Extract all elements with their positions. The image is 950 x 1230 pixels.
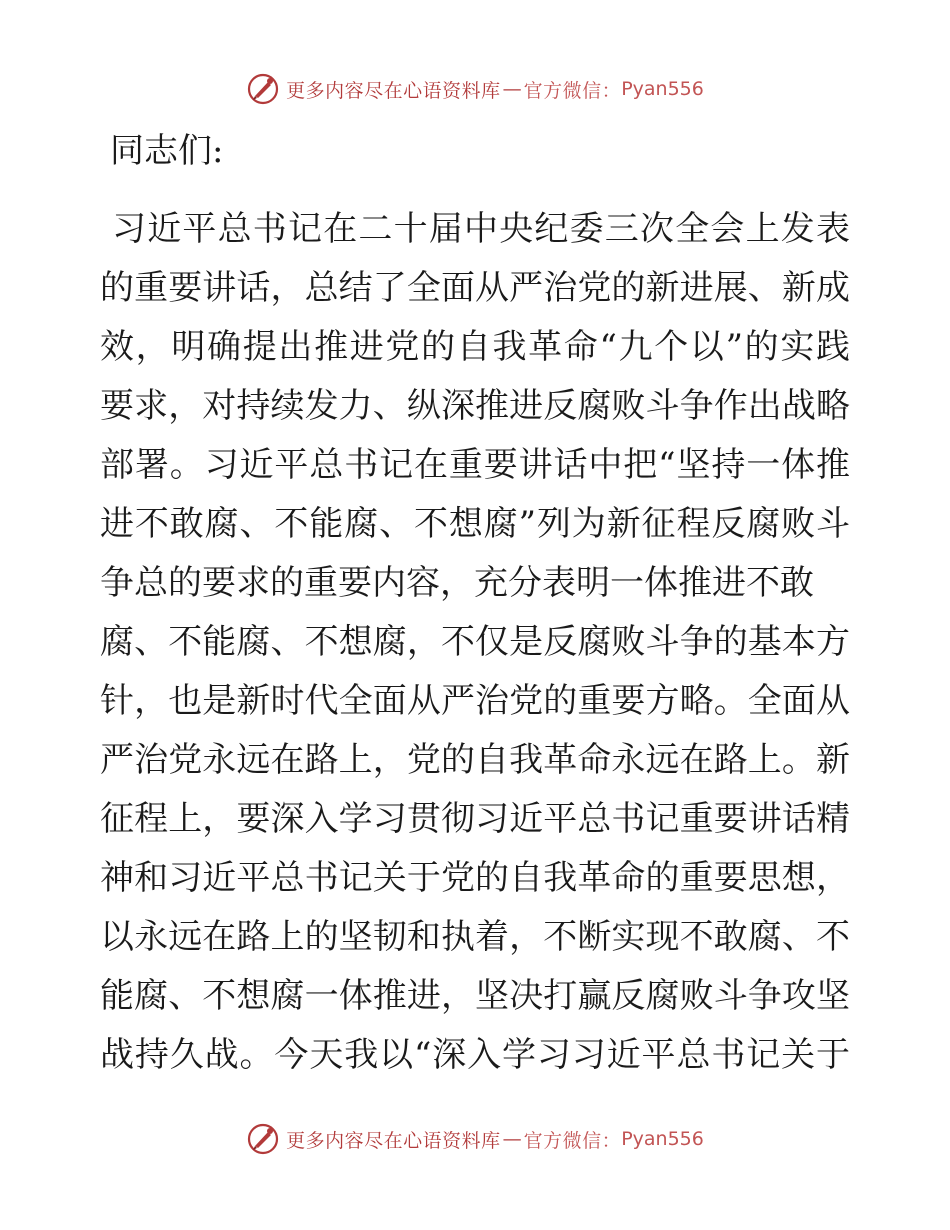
text-line: 进不敢腐、不能腐、不想腐”列为新征程反腐败斗 — [100, 504, 850, 544]
text-line: 神和习近平总书记关于党的自我革命的重要思想， — [100, 858, 850, 898]
text-line: 效，明确提出推进党的自我革命“九个以”的实践 — [100, 327, 850, 367]
text-line: 严治党永远在路上，党的自我革命永远在路上。新 — [100, 740, 850, 780]
watermark-separator: — — [502, 1128, 522, 1150]
text-line: 战持久战。今天我以“深入学习习近平总书记关于 — [100, 1035, 850, 1075]
text-line: 争总的要求的重要内容，充分表明一体推进不敢 — [100, 563, 814, 603]
text-line: 腐、不能腐、不想腐，不仅是反腐败斗争的基本方 — [100, 622, 850, 662]
text-line: 征程上，要深入学习贯彻习近平总书记重要讲话精 — [100, 799, 850, 839]
text-line: 的重要讲话，总结了全面从严治党的新进展、新成 — [100, 268, 850, 308]
watermark-wechat-id: Pyan556 — [621, 78, 704, 100]
quill-circle-icon — [246, 72, 280, 106]
header-watermark — [0, 72, 950, 106]
quill-circle-icon — [246, 1122, 280, 1156]
text-line: 以永远在路上的坚韧和执着，不断实现不敢腐、不 — [100, 917, 850, 957]
document-body — [100, 124, 850, 1085]
watermark-separator: — — [502, 78, 522, 100]
text-line: 习近平总书记在二十届中央纪委三次全会上发表 — [112, 209, 850, 249]
text-line: 部署。习近平总书记在重要讲话中把“坚持一体推 — [100, 445, 850, 485]
text-line: 针，也是新时代全面从严治党的重要方略。全面从 — [100, 681, 850, 721]
watermark-wechat-label: 官方微信： — [523, 79, 622, 102]
watermark-wechat-id: Pyan556 — [621, 1128, 704, 1150]
text-line: 能腐、不想腐一体推进，坚决打赢反腐败斗争攻坚 — [100, 976, 850, 1016]
watermark-main-text: 更多内容尽在心语资料库 — [286, 1129, 501, 1152]
text-line: 要求，对持续发力、纵深推进反腐败斗争作出战略 — [100, 386, 850, 426]
footer-watermark — [0, 1122, 950, 1156]
salutation: 同志们: — [110, 131, 224, 171]
watermark-main-text: 更多内容尽在心语资料库 — [286, 79, 501, 102]
paragraph — [100, 200, 850, 1085]
watermark-wechat-label: 官方微信： — [523, 1129, 622, 1152]
